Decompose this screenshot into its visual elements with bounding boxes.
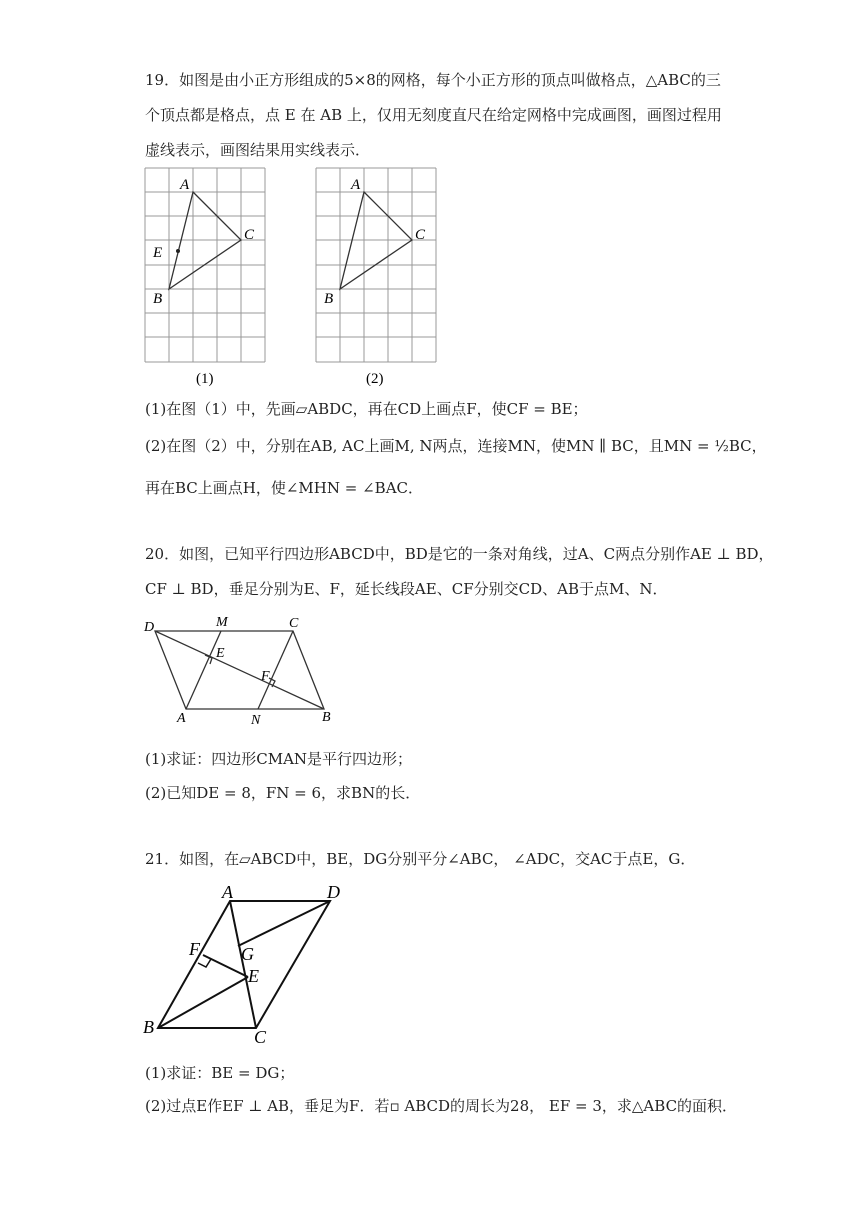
q20-line-1: 20．如图，已知平行四边形ABCD中，BD是它的一条对角线，过A、C两点分别作AE ⊥ BD，: [145, 545, 774, 563]
label-g: G: [241, 944, 254, 964]
label-b: B: [322, 710, 331, 725]
q21-part-2: (2)过点E作EF ⊥ AB，垂足为F．若▫ ABCD的周长为28， EF = 3，求△ABC的面积．: [145, 1097, 738, 1115]
label-f: F: [261, 669, 270, 684]
q19-figure-2: [310, 162, 445, 392]
right-angle-f: [198, 959, 211, 967]
q21-line-1: 21．如图，在▱ABCD中，BE，DG分别平分∠ABC， ∠ADC，交AC于点E，G．: [145, 850, 696, 868]
point-e: [176, 249, 180, 253]
q19-part-2b: 再在BC上画点H，使∠MHN = ∠BAC．: [145, 479, 423, 497]
label-c: C: [289, 616, 299, 631]
label-c: C: [254, 1027, 267, 1047]
q19-line-3: 虚线表示，画图结果用实线表示．: [145, 141, 371, 159]
label-n: N: [251, 713, 261, 728]
q19-figure-1: [140, 162, 275, 392]
label-a: A: [177, 711, 186, 726]
label-a: A: [351, 177, 361, 193]
q21-part-1: (1)求证：BE = DG；: [145, 1064, 295, 1082]
label-c: C: [415, 227, 426, 243]
label-d: D: [144, 620, 155, 635]
q19-line-1: 19．如图是由小正方形组成的5×8的网格，每个小正方形的顶点叫做格点，△ABC的三: [145, 71, 721, 89]
label-b: B: [153, 291, 163, 307]
diagonal-ac: [230, 901, 256, 1028]
line-am: [186, 631, 221, 709]
q20-line-2: CF ⊥ BD，垂足分别为E、F，延长线段AE、CF分别交CD、AB于点M、N．: [145, 580, 668, 598]
label-b: B: [324, 291, 334, 307]
fig2-caption: (2): [366, 371, 384, 387]
fig1-caption: (1): [196, 371, 214, 387]
label-e: E: [248, 966, 259, 986]
q21-figure: [138, 876, 353, 1051]
label-c: C: [244, 227, 255, 243]
q19-part-2a: (2)在图（2）中，分别在AB, AC上画M, N两点，连接MN，使MN ∥ BC，且MN = ½BC，: [145, 437, 767, 455]
label-m: M: [216, 615, 228, 630]
label-b: B: [143, 1017, 154, 1037]
q20-part-1: (1)求证：四边形CMAN是平行四边形；: [145, 750, 413, 768]
diagonal-bd: [155, 631, 324, 709]
label-a: A: [180, 177, 190, 193]
label-e: E: [216, 646, 225, 661]
label-e: E: [153, 245, 163, 261]
label-d: D: [327, 882, 340, 902]
q19-line-2: 个顶点都是格点，点 E 在 AB 上，仅用无刻度直尺在给定网格中完成画图，画图过程用: [145, 106, 722, 124]
q19-part-1: (1)在图（1）中，先画▱ABDC，再在CD上画点F，使CF = BE；: [145, 400, 588, 418]
q20-part-2: (2)已知DE = 8，FN = 6，求BN的长．: [145, 784, 421, 802]
q20-figure: [138, 608, 348, 728]
label-f: F: [189, 939, 200, 959]
label-a: A: [222, 882, 233, 902]
